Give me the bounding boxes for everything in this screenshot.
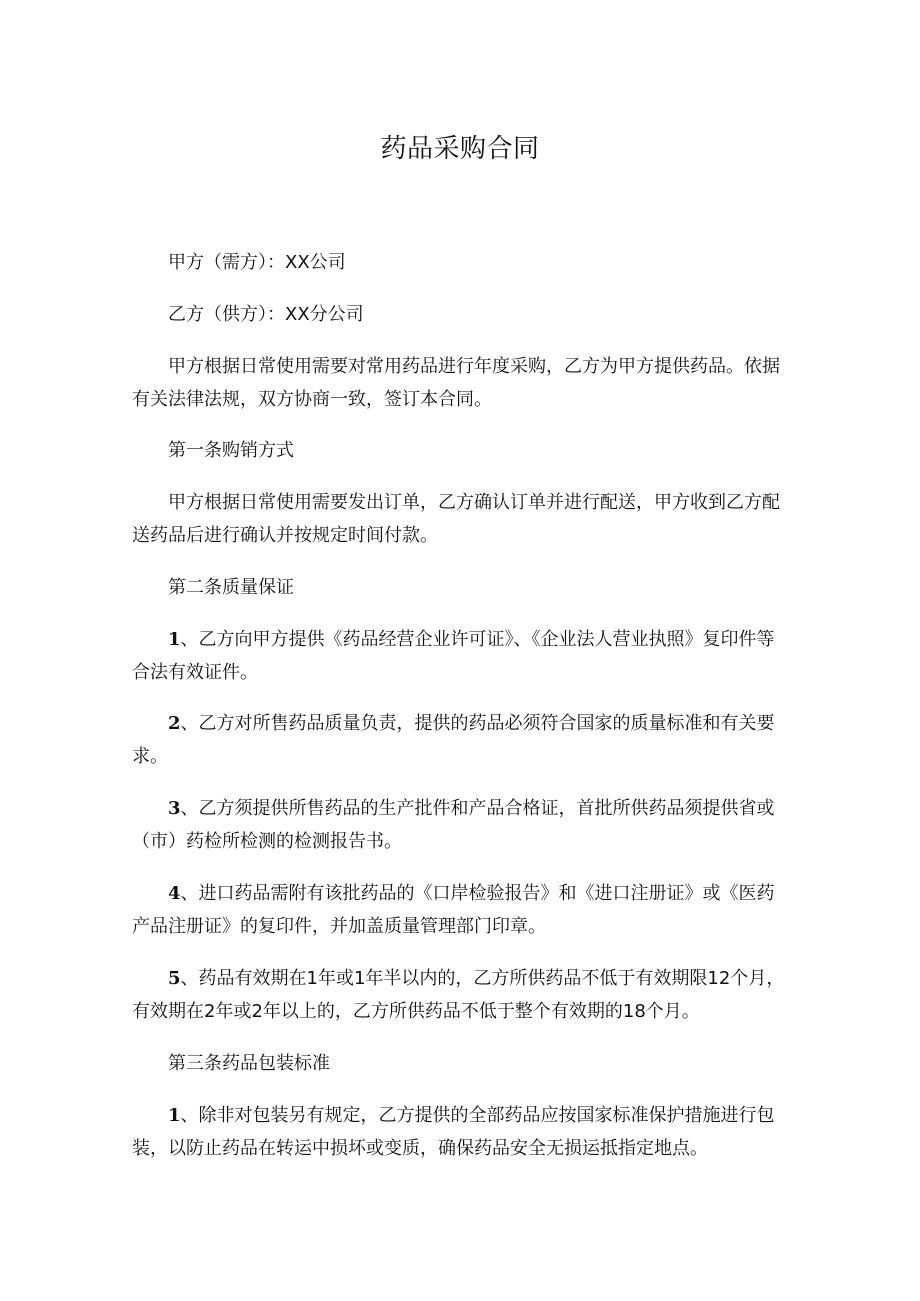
article-2-heading: 第二条质量保证 — [168, 577, 294, 598]
item-number: 2 — [168, 713, 181, 734]
article-1-body: 甲方根据日常使用需要发出订单，乙方确认订单并进行配送，甲方收到乙方配送药品后进行确认并按规定时间付款。 — [132, 492, 780, 546]
party-a-line: 甲方（需方）：XX公司 — [168, 252, 346, 273]
item-text: 、乙方对所售药品质量负责，提供的药品必须符合国家的质量标准和有关要求。 — [132, 713, 775, 767]
article-2-item-4 — [132, 877, 790, 943]
party-b-line: 乙方（供方）：XX分公司 — [168, 304, 364, 325]
item-text: 、除非对包装另有规定，乙方提供的全部药品应按国家标准保护措施进行包装，以防止药品在转运中损坏或变质，确保药品安全无损运抵指定地点。 — [132, 1105, 775, 1159]
item-text: 、进口药品需附有该批药品的《口岸检验报告》和《进口注册证》或《医药产品注册证》的复印件，并加盖质量管理部门印章。 — [132, 883, 775, 937]
article-2-item-5 — [132, 962, 790, 1028]
article-3-heading: 第三条药品包装标准 — [168, 1053, 330, 1074]
article-1-heading: 第一条购销方式 — [168, 440, 294, 461]
article-2-item-3 — [132, 792, 790, 858]
item-number: 5 — [168, 968, 181, 989]
document-title: 药品采购合同 — [380, 134, 540, 164]
intro-paragraph: 甲方根据日常使用需要对常用药品进行年度采购，乙方为甲方提供药品。依据有关法律法规，双方协商一致，签订本合同。 — [132, 356, 780, 410]
item-number: 4 — [168, 883, 181, 904]
item-number: 1 — [168, 629, 181, 650]
article-3-item-1 — [132, 1099, 790, 1165]
item-number: 3 — [168, 798, 181, 819]
item-number: 1 — [168, 1105, 181, 1126]
item-text: 、乙方向甲方提供《药品经营企业许可证》、《企业法人营业执照》复印件等合法有效证件。 — [132, 629, 775, 683]
article-2-item-2 — [132, 707, 790, 773]
item-text: 、乙方须提供所售药品的生产批件和产品合格证，首批所供药品须提供省或（市）药检所检测的检测报告书。 — [132, 798, 775, 852]
article-2-item-1 — [132, 623, 790, 689]
item-text: 、药品有效期在1年或1年半以内的，乙方所供药品不低于有效期限12个月，有效期在2年或2年以上的，乙方所供药品不低于整个有效期的18个月。 — [132, 968, 785, 1022]
